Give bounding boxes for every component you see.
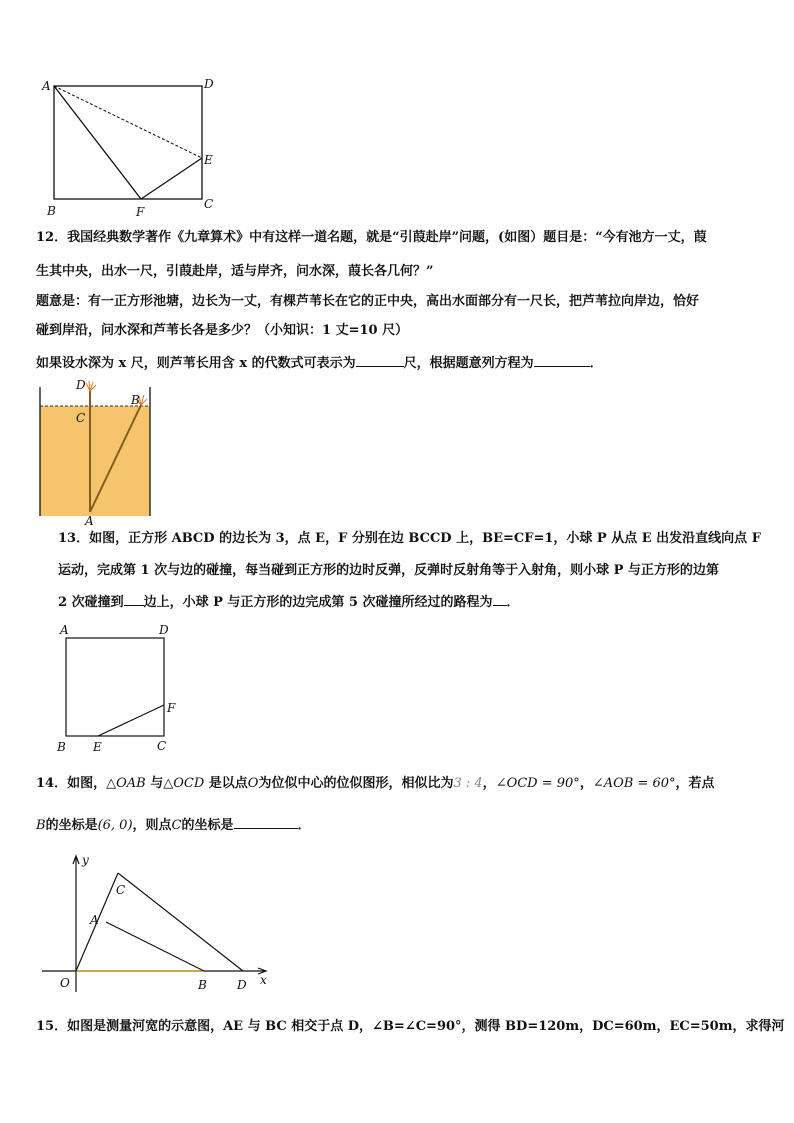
q14-text-k: ，: [579, 776, 593, 791]
label-o: O: [60, 976, 70, 990]
q12-line-3: 题意是：有一正方形池塘，边长为一丈，有棵芦苇长在它的正中央，高出水面部分有一尺长，把芦苇拉向岸边，恰好: [36, 294, 700, 309]
answer-blank-5[interactable]: [234, 816, 298, 829]
label-f: F: [136, 205, 145, 219]
q14-text-a: 14．如图，: [36, 776, 107, 791]
label-e: E: [93, 740, 102, 754]
math-point-o: O: [247, 776, 259, 791]
q12-line-5: [36, 354, 603, 373]
q14-text-g2: ．: [297, 818, 311, 833]
label-y: y: [82, 853, 89, 867]
q14-text-b: 的坐标是: [45, 818, 98, 833]
q14-text-f: 的坐标是: [181, 818, 234, 833]
label-a: A: [90, 913, 99, 927]
q12-line-4: 碰到岸沿，问水深和芦苇长各是多少？（小知识：1 丈=10 尺）: [36, 323, 409, 338]
q13-text-b: 边上，小球 P 与正方形的边完成第 5 次碰撞所经过的路程为: [143, 595, 493, 610]
q12-text-b: 尺，根据题意列方程为: [403, 356, 534, 371]
figure-rectangle-abcd: [40, 74, 230, 224]
label-c: C: [76, 411, 86, 425]
label-f: F: [167, 701, 176, 715]
q15-line-1: 15．如图是测量河宽的示意图，AE 与 BC 相交于点 D，∠B=∠C=90°，测得 BD=120m，DC=60m，EC=50m，求得河: [36, 1019, 785, 1034]
q13-text-c: ．: [506, 595, 520, 610]
q14-text-e: 是以点: [204, 776, 248, 791]
label-c: C: [157, 739, 167, 753]
label-a: A: [42, 79, 51, 93]
label-b: B: [131, 393, 140, 407]
math-angle-ocd: ∠OCD = 90°: [495, 776, 580, 791]
q14-text-i: ，: [482, 776, 496, 791]
q12-line-2: 生其中央，出水一尺，引葭赴岸，适与岸齐，问水深，葭长各几何？”: [36, 264, 434, 279]
label-d: D: [237, 978, 247, 992]
answer-blank-3[interactable]: [124, 593, 144, 606]
q14-text-d: ，则点: [132, 818, 172, 833]
label-b: B: [57, 740, 66, 754]
figure-square-abcd: [56, 620, 186, 755]
figure-pond-reed: [36, 377, 156, 527]
q13-text-a: 2 次碰撞到: [58, 595, 124, 610]
label-a: A: [60, 623, 69, 637]
q14-text-c: 与: [145, 776, 164, 791]
answer-blank-1[interactable]: [356, 354, 404, 367]
label-b: B: [198, 978, 207, 992]
label-d: D: [159, 623, 169, 637]
math-point-b: B: [36, 818, 46, 833]
math-triangle-oab: △OAB: [106, 776, 146, 791]
math-coord-b: (6, 0): [97, 818, 133, 833]
label-x: x: [260, 973, 267, 987]
figure-similar-triangles: [36, 852, 276, 1002]
q13-line-1: 13．如图，正方形 ABCD 的边长为 3，点 E，F 分别在边 BCCD 上，BE=CF=1，小球 P 从点 E 出发沿直线向点 F: [58, 531, 761, 546]
math-ratio: 3 : 4: [453, 776, 483, 791]
answer-blank-4[interactable]: [493, 593, 507, 606]
label-b: B: [47, 204, 56, 218]
answer-blank-2[interactable]: [534, 354, 590, 367]
label-c: C: [204, 197, 214, 211]
q13-line-2: 运动，完成第 1 次与边的碰撞，每当碰到正方形的边时反弹，反弹时反射角等于入射角，则小球 P 与正方形的边第: [58, 563, 719, 578]
q14-line-2: [36, 816, 311, 835]
q12-text-a: 如果设水深为 x 尺，则芦苇长用含 x 的代数式可表示为: [36, 356, 356, 371]
label-c: C: [116, 883, 126, 897]
label-d: D: [76, 378, 86, 392]
label-e: E: [204, 153, 213, 167]
label-d: D: [204, 77, 214, 91]
q14-line-1: [36, 775, 715, 793]
q12-text-c: ．: [589, 356, 603, 371]
math-point-c: C: [171, 818, 182, 833]
math-triangle-ocd: △OCD: [163, 776, 205, 791]
math-angle-aob: ∠AOB = 60°: [592, 776, 676, 791]
q14-text-m: ，若点: [675, 776, 715, 791]
label-a: A: [85, 514, 94, 528]
q13-line-3: [58, 593, 520, 612]
q12-line-1: 12．我国经典数学著作《九章算术》中有这样一道名题，就是“引葭赴岸”问题，(如图）题目是：“今有池方一丈，葭: [36, 230, 707, 245]
q14-text-g: 为位似中心的位似图形，相似比为: [258, 776, 454, 791]
